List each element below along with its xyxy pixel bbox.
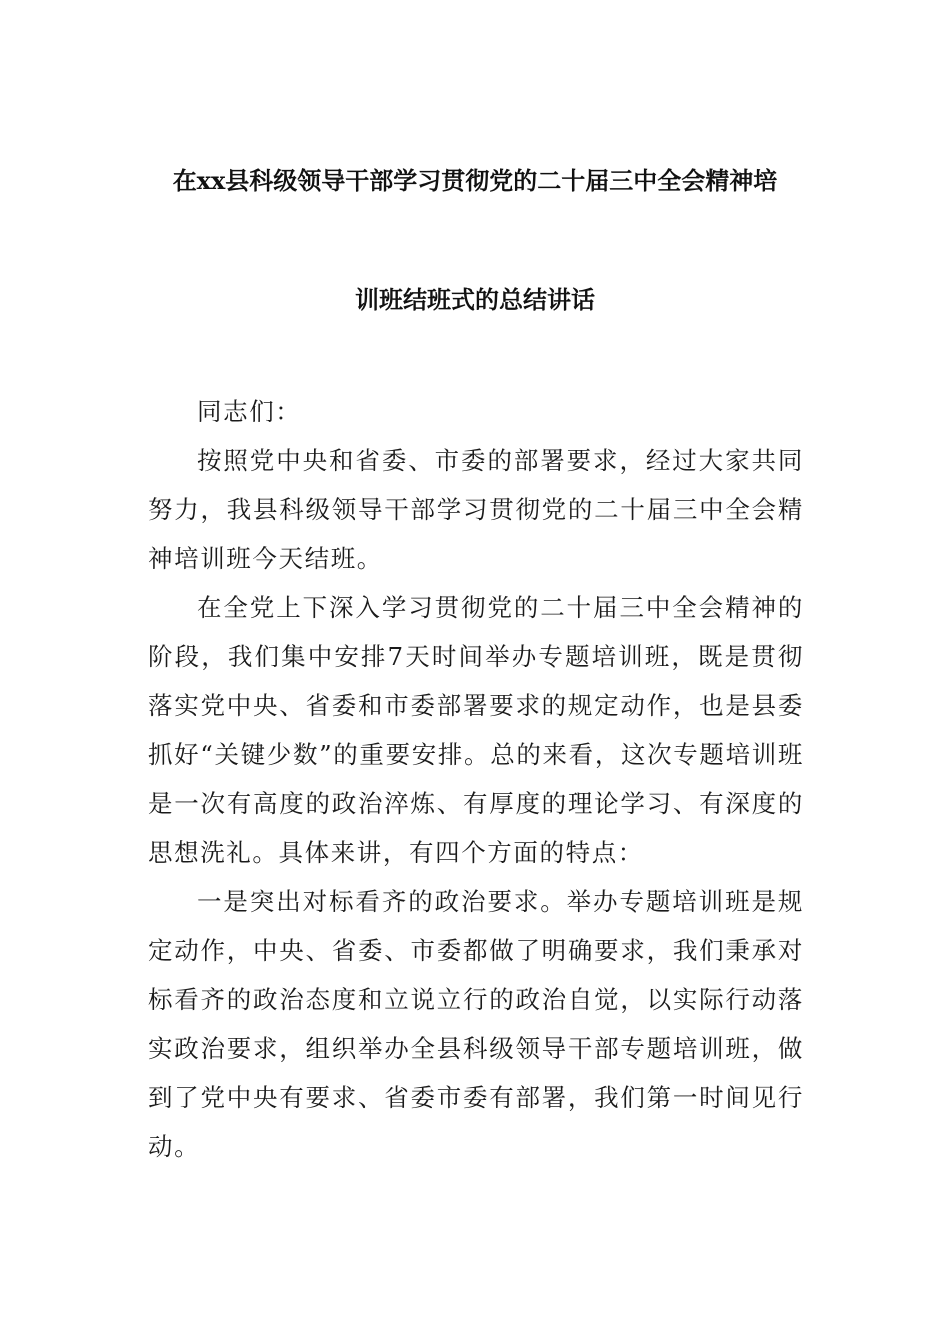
salutation: 同志们： (197, 397, 302, 426)
paragraph-1: 按照党中央和省委、市委的部署要求，经过大家共同努力，我县科级领导干部学习贯彻党的二十届三中全会精神培训班今天结班。 (148, 446, 804, 573)
paragraph-2: 在全党上下深入学习贯彻党的二十届三中全会精神的阶段，我们集中安排7天时间举办专题培训班，既是贯彻落实党中央、省委和市委部署要求的规定动作，也是县委抓好“关键少数”的重要安排。总的来看，这次专题培训班是一次有高度的政治淬炼、有厚度的理论学习、有深度的思想洗礼。具体来讲，有四个方面的特点： (148, 593, 804, 867)
paragraph-3: 一是突出对标看齐的政治要求。举办专题培训班是规定动作，中央、省委、市委都做了明确要求，我们秉承对标看齐的政治态度和立说立行的政治自觉，以实际行动落实政治要求，组织举办全县科级领导干部专题培训班，做到了党中央有要求、省委市委有部署，我们第一时间见行动。 (148, 887, 804, 1161)
document-title-line-2: 训班结班式的总结讲话 (355, 285, 595, 314)
document-title-line-1: 在xx县科级领导干部学习贯彻党的二十届三中全会精神培 (172, 166, 778, 195)
document-body (148, 387, 804, 1171)
